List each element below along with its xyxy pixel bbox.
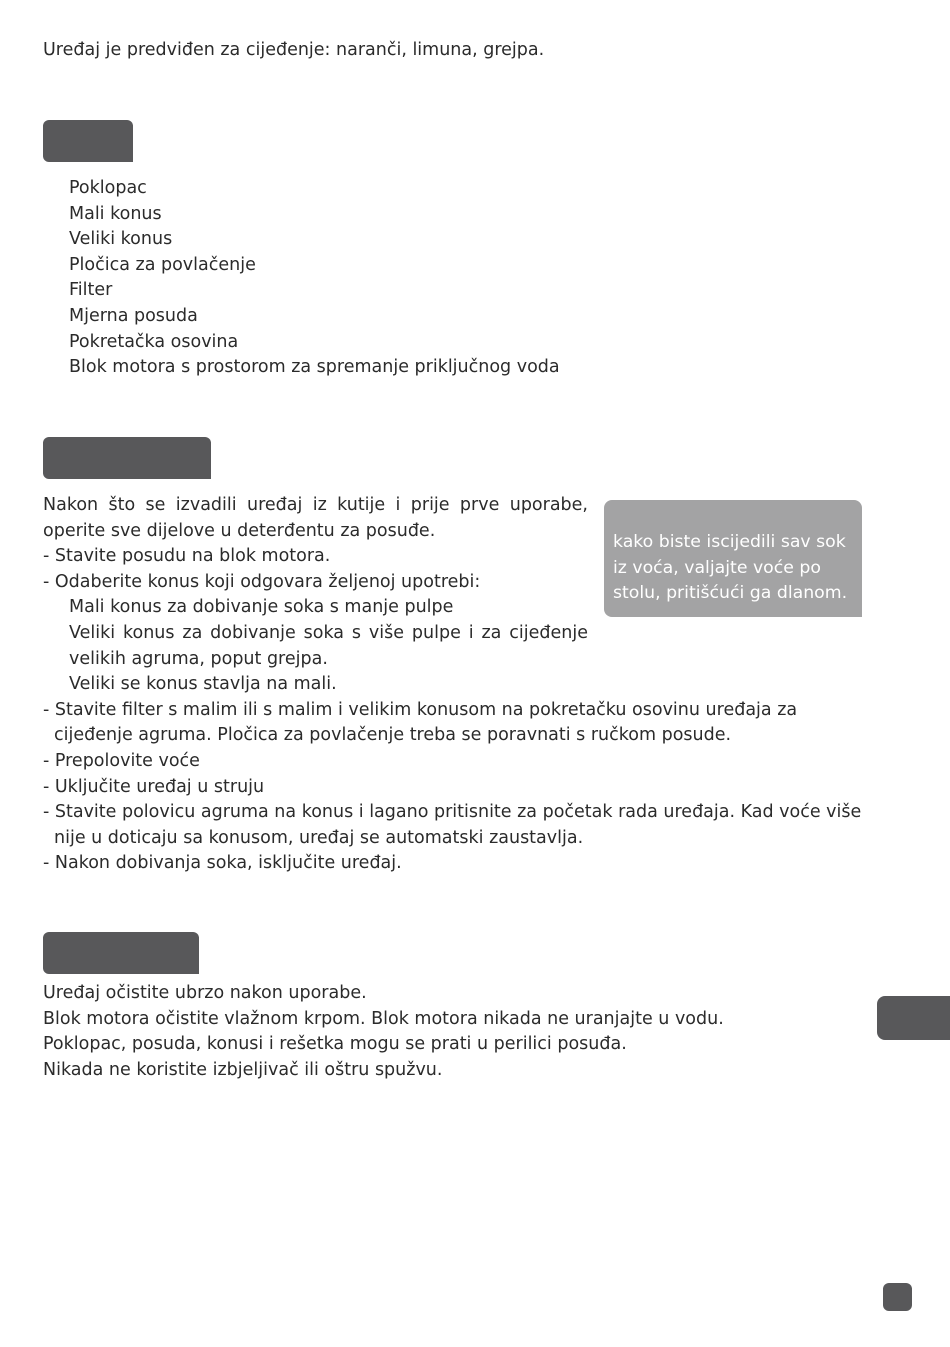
- first-use-text: Nakon što se izvadili uređaj iz kutije i prije prve uporabe, operite sve dijelove u deterđentu za posuđe.: [43, 495, 588, 541]
- step-press: - Stavite polovicu agruma na konus i lagano pritisnite za početak rada uređaja. Kad voće više nije u doticaju sa konusom, uređaj se automatski zaustavlja.: [43, 802, 862, 848]
- step-cone: - Odaberite konus koji odgovara željenoj upotrebi:: [43, 571, 481, 592]
- section-tab-usage: [43, 437, 211, 479]
- part-item: Mali konus: [69, 203, 162, 224]
- section-tab-cleaning: [43, 932, 199, 974]
- part-item: Mjerna posuda: [69, 305, 198, 326]
- step-halve: - Prepolovite voće: [43, 750, 200, 771]
- small-cone-text: Mali konus za dobivanje soka s manje pulpe: [69, 597, 454, 618]
- step-bowl: - Stavite posudu na blok motora.: [43, 546, 331, 567]
- large-cone-text: Veliki konus za dobivanje soka s više pulpe i za cijeđenje velikih agruma, poput grejpa.: [69, 622, 588, 669]
- language-side-tab: [877, 996, 950, 1040]
- part-item: Pločica za povlačenje: [69, 254, 256, 275]
- cleaning-text: [43, 981, 865, 1083]
- parts-list: [69, 176, 560, 381]
- tip-box: [604, 500, 862, 617]
- part-item: Poklopac: [69, 178, 147, 198]
- section-tab-description: [43, 120, 133, 162]
- intro-text: Uređaj je predviđen za cijeđenje: naranči, limuna, grejpa.: [43, 40, 545, 60]
- cleaning-line: Blok motora očistite vlažnom krpom. Blok motora nikada ne uranjajte u vodu.: [43, 1008, 724, 1029]
- cleaning-line: Nikada ne koristite izbjeljivač ili oštru spužvu.: [43, 1059, 443, 1080]
- cleaning-line: Uređaj očistite ubrzo nakon uporabe.: [43, 983, 367, 1003]
- part-item: Blok motora s prostorom za spremanje priključnog voda: [69, 357, 560, 378]
- step-plug: - Uključite uređaj u struju: [43, 776, 265, 797]
- step-filter: - Stavite filter s malim ili s malim i velikim konusom na pokretačku osovinu uređaja za cijeđenje agruma. Pločica za povlačenje treba se poravnati s ručkom posude.: [43, 699, 798, 746]
- part-item: Filter: [69, 280, 113, 301]
- cleaning-line: Poklopac, posuda, konusi i rešetka mogu se prati u perilici posuđa.: [43, 1034, 627, 1055]
- page-number-marker: [883, 1283, 912, 1311]
- part-item: Veliki konus: [69, 229, 173, 250]
- part-item: Pokretačka osovina: [69, 331, 239, 352]
- step-off: - Nakon dobivanja soka, isključite uređaj.: [43, 853, 402, 874]
- cone-note-text: Veliki se konus stavlja na mali.: [69, 674, 337, 695]
- tip-text: kako biste iscijedili sav sok iz voća, valjajte voće po stolu, pritišćući ga dlanom.: [613, 532, 848, 604]
